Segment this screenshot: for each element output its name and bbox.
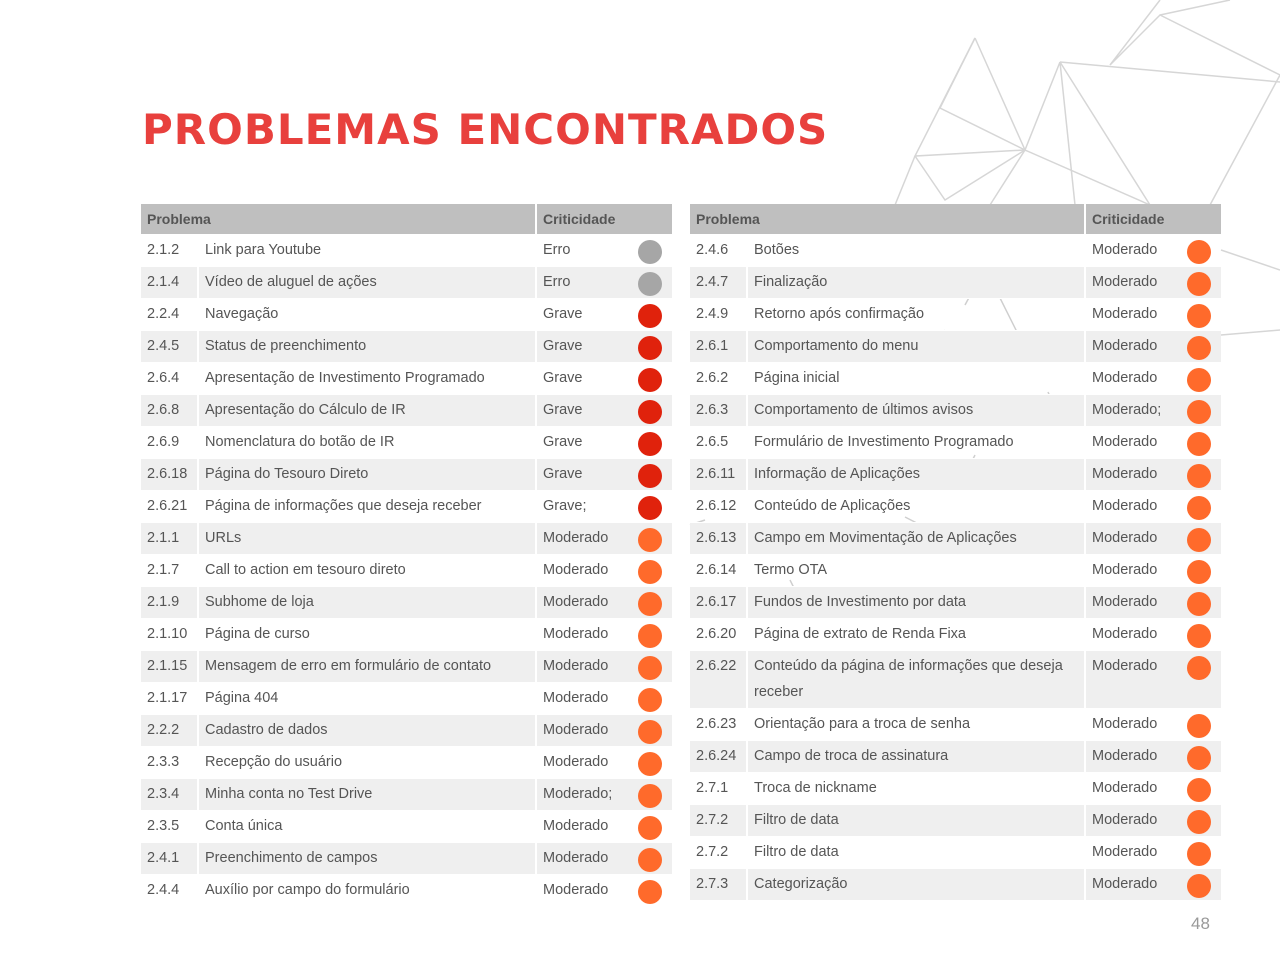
criticality-cell xyxy=(1086,298,1221,330)
problem-name: Informação de Aplicações xyxy=(748,458,1086,490)
problem-code: 2.3.4 xyxy=(141,778,199,810)
criticality-dot-icon xyxy=(1187,746,1211,770)
problem-code: 2.3.5 xyxy=(141,810,199,842)
table-row xyxy=(690,740,1221,772)
criticality-dot-icon xyxy=(638,400,662,424)
problem-name: Campo em Movimentação de Aplicações xyxy=(748,522,1086,554)
table-row xyxy=(141,810,672,842)
problem-code: 2.1.10 xyxy=(141,618,199,650)
criticality-dot-icon xyxy=(1187,528,1211,552)
criticality-label: Moderado xyxy=(543,754,609,770)
problem-name: Orientação para a troca de senha xyxy=(748,708,1086,740)
criticality-label: Grave xyxy=(543,402,583,418)
criticality-cell xyxy=(1086,426,1221,458)
problem-code: 2.7.3 xyxy=(690,868,748,900)
problem-code: 2.6.21 xyxy=(141,490,199,522)
table-row xyxy=(141,426,672,458)
problem-name: Fundos de Investimento por data xyxy=(748,586,1086,618)
problem-name: Conteúdo da página de informações que deseja receber xyxy=(748,650,1086,708)
criticality-dot-icon xyxy=(1187,714,1211,738)
table-row xyxy=(690,836,1221,868)
criticality-label: Moderado xyxy=(1092,434,1158,450)
criticality-label: Erro xyxy=(543,242,571,258)
criticality-cell xyxy=(537,394,672,426)
problem-name: Finalização xyxy=(748,266,1086,298)
problem-name: Página do Tesouro Direto xyxy=(199,458,537,490)
problem-name: Comportamento de últimos avisos xyxy=(748,394,1086,426)
table-row xyxy=(141,458,672,490)
criticality-dot-icon xyxy=(638,624,662,648)
problem-code: 2.4.5 xyxy=(141,330,199,362)
problem-code: 2.1.4 xyxy=(141,266,199,298)
problem-code: 2.1.9 xyxy=(141,586,199,618)
table-row xyxy=(141,586,672,618)
criticality-dot-icon xyxy=(638,752,662,776)
criticality-label: Moderado xyxy=(543,562,609,578)
table-row xyxy=(141,330,672,362)
criticality-dot-icon xyxy=(1187,810,1211,834)
header-problem: Problema xyxy=(690,204,1086,234)
table-row xyxy=(141,650,672,682)
table-row xyxy=(690,234,1221,266)
criticality-dot-icon xyxy=(638,784,662,808)
criticality-dot-icon xyxy=(1187,656,1211,680)
criticality-cell xyxy=(537,490,672,522)
criticality-label: Moderado xyxy=(543,594,609,610)
table-row xyxy=(690,458,1221,490)
table-row xyxy=(690,586,1221,618)
criticality-cell xyxy=(1086,554,1221,586)
problem-name: Termo OTA xyxy=(748,554,1086,586)
criticality-label: Moderado; xyxy=(543,786,613,802)
criticality-cell xyxy=(537,746,672,778)
problem-name: Página de informações que deseja receber xyxy=(199,490,537,522)
criticality-dot-icon xyxy=(638,688,662,712)
problem-name: Filtro de data xyxy=(748,804,1086,836)
criticality-label: Moderado xyxy=(543,626,609,642)
criticality-label: Moderado xyxy=(543,882,609,898)
problem-code: 2.1.7 xyxy=(141,554,199,586)
table-row xyxy=(141,618,672,650)
table-header-row xyxy=(690,204,1221,234)
criticality-label: Moderado xyxy=(1092,306,1158,322)
criticality-label: Moderado xyxy=(543,530,609,546)
criticality-label: Moderado xyxy=(1092,498,1158,514)
criticality-cell xyxy=(537,842,672,874)
problem-name: Preenchimento de campos xyxy=(199,842,537,874)
criticality-dot-icon xyxy=(1187,240,1211,264)
problem-code: 2.4.6 xyxy=(690,234,748,266)
problem-name: Mensagem de erro em formulário de contato xyxy=(199,650,537,682)
criticality-dot-icon xyxy=(1187,496,1211,520)
criticality-dot-icon xyxy=(638,368,662,392)
problem-name: Troca de nickname xyxy=(748,772,1086,804)
criticality-label: Moderado xyxy=(1092,626,1158,642)
problem-code: 2.6.23 xyxy=(690,708,748,740)
problem-code: 2.6.1 xyxy=(690,330,748,362)
table-row xyxy=(141,394,672,426)
criticality-label: Moderado xyxy=(1092,844,1158,860)
problem-name: Auxílio por campo do formulário xyxy=(199,874,537,906)
criticality-cell xyxy=(1086,740,1221,772)
criticality-dot-icon xyxy=(1187,560,1211,584)
criticality-label: Moderado xyxy=(1092,466,1158,482)
problem-code: 2.7.2 xyxy=(690,804,748,836)
table-row xyxy=(141,842,672,874)
table-row xyxy=(690,868,1221,900)
criticality-label: Moderado xyxy=(1092,812,1158,828)
criticality-label: Grave xyxy=(543,434,583,450)
problem-name: Apresentação do Cálculo de IR xyxy=(199,394,537,426)
criticality-cell xyxy=(1086,650,1221,708)
problem-code: 2.6.24 xyxy=(690,740,748,772)
criticality-cell xyxy=(1086,804,1221,836)
problem-name: Apresentação de Investimento Programado xyxy=(199,362,537,394)
problem-code: 2.6.14 xyxy=(690,554,748,586)
table-row xyxy=(141,362,672,394)
criticality-dot-icon xyxy=(638,432,662,456)
table-row xyxy=(141,554,672,586)
page-title: PROBLEMAS ENCONTRADOS xyxy=(142,105,829,154)
table-row xyxy=(690,618,1221,650)
problem-code: 2.3.3 xyxy=(141,746,199,778)
criticality-label: Moderado xyxy=(1092,594,1158,610)
criticality-cell xyxy=(1086,234,1221,266)
problem-name: Comportamento do menu xyxy=(748,330,1086,362)
criticality-cell xyxy=(537,266,672,298)
criticality-label: Moderado xyxy=(1092,370,1158,386)
criticality-dot-icon xyxy=(1187,272,1211,296)
header-criticality: Criticidade xyxy=(1086,204,1221,234)
problem-name: Página 404 xyxy=(199,682,537,714)
table-row xyxy=(690,554,1221,586)
criticality-cell xyxy=(537,714,672,746)
criticality-label: Moderado xyxy=(1092,748,1158,764)
criticality-label: Moderado xyxy=(1092,242,1158,258)
criticality-label: Erro xyxy=(543,274,571,290)
criticality-dot-icon xyxy=(638,656,662,680)
criticality-cell xyxy=(537,362,672,394)
criticality-label: Grave xyxy=(543,306,583,322)
criticality-label: Grave xyxy=(543,370,583,386)
criticality-dot-icon xyxy=(1187,624,1211,648)
table-row xyxy=(690,330,1221,362)
problem-code: 2.6.9 xyxy=(141,426,199,458)
problem-code: 2.6.22 xyxy=(690,650,748,708)
criticality-label: Moderado xyxy=(543,658,609,674)
problem-code: 2.6.5 xyxy=(690,426,748,458)
problem-code: 2.6.13 xyxy=(690,522,748,554)
table-row xyxy=(141,778,672,810)
problem-code: 2.6.2 xyxy=(690,362,748,394)
problem-code: 2.7.2 xyxy=(690,836,748,868)
criticality-cell xyxy=(537,522,672,554)
criticality-label: Moderado xyxy=(1092,274,1158,290)
criticality-cell xyxy=(1086,458,1221,490)
criticality-cell xyxy=(1086,266,1221,298)
table-row xyxy=(690,650,1221,708)
problem-code: 2.6.17 xyxy=(690,586,748,618)
criticality-dot-icon xyxy=(638,880,662,904)
criticality-dot-icon xyxy=(638,560,662,584)
problem-code: 2.1.15 xyxy=(141,650,199,682)
table-row xyxy=(141,298,672,330)
problem-code: 2.6.11 xyxy=(690,458,748,490)
table-row xyxy=(690,426,1221,458)
problems-table-right xyxy=(690,204,1221,900)
table-row xyxy=(141,746,672,778)
table-row xyxy=(141,682,672,714)
criticality-dot-icon xyxy=(1187,778,1211,802)
table-row xyxy=(690,708,1221,740)
header-problem: Problema xyxy=(141,204,537,234)
problem-code: 2.2.2 xyxy=(141,714,199,746)
problem-code: 2.7.1 xyxy=(690,772,748,804)
problem-name: URLs xyxy=(199,522,537,554)
criticality-dot-icon xyxy=(638,304,662,328)
criticality-dot-icon xyxy=(638,816,662,840)
criticality-cell xyxy=(1086,362,1221,394)
problem-name: Subhome de loja xyxy=(199,586,537,618)
problem-code: 2.4.4 xyxy=(141,874,199,906)
criticality-label: Grave xyxy=(543,338,583,354)
table-row xyxy=(141,714,672,746)
problem-code: 2.6.4 xyxy=(141,362,199,394)
criticality-cell xyxy=(537,554,672,586)
criticality-dot-icon xyxy=(638,272,662,296)
problem-code: 2.6.20 xyxy=(690,618,748,650)
criticality-dot-icon xyxy=(1187,368,1211,392)
table-row xyxy=(690,772,1221,804)
problem-name: Página de curso xyxy=(199,618,537,650)
problem-code: 2.4.9 xyxy=(690,298,748,330)
criticality-dot-icon xyxy=(638,240,662,264)
criticality-cell xyxy=(1086,772,1221,804)
problem-name: Recepção do usuário xyxy=(199,746,537,778)
criticality-dot-icon xyxy=(1187,304,1211,328)
problem-name: Formulário de Investimento Programado xyxy=(748,426,1086,458)
criticality-cell xyxy=(1086,868,1221,900)
criticality-cell xyxy=(537,682,672,714)
criticality-cell xyxy=(1086,522,1221,554)
problem-name: Botões xyxy=(748,234,1086,266)
problem-name: Conta única xyxy=(199,810,537,842)
table-row xyxy=(141,490,672,522)
criticality-dot-icon xyxy=(638,496,662,520)
criticality-dot-icon xyxy=(638,720,662,744)
criticality-cell xyxy=(537,618,672,650)
criticality-cell xyxy=(537,778,672,810)
criticality-cell xyxy=(537,426,672,458)
table-row xyxy=(141,522,672,554)
problem-name: Status de preenchimento xyxy=(199,330,537,362)
problem-code: 2.1.2 xyxy=(141,234,199,266)
criticality-cell xyxy=(537,330,672,362)
table-row xyxy=(690,362,1221,394)
problem-name: Minha conta no Test Drive xyxy=(199,778,537,810)
criticality-cell xyxy=(537,298,672,330)
criticality-label: Moderado; xyxy=(1092,402,1162,418)
criticality-label: Moderado xyxy=(1092,658,1158,674)
problem-name: Link para Youtube xyxy=(199,234,537,266)
problem-code: 2.1.17 xyxy=(141,682,199,714)
criticality-cell xyxy=(1086,708,1221,740)
criticality-dot-icon xyxy=(638,848,662,872)
table-row xyxy=(690,804,1221,836)
criticality-cell xyxy=(1086,836,1221,868)
problem-name: Navegação xyxy=(199,298,537,330)
problem-name: Página inicial xyxy=(748,362,1086,394)
criticality-dot-icon xyxy=(1187,874,1211,898)
problem-code: 2.4.7 xyxy=(690,266,748,298)
criticality-cell xyxy=(537,810,672,842)
table-row xyxy=(141,266,672,298)
problem-name: Campo de troca de assinatura xyxy=(748,740,1086,772)
criticality-dot-icon xyxy=(1187,336,1211,360)
problem-code: 2.6.18 xyxy=(141,458,199,490)
criticality-label: Moderado xyxy=(1092,716,1158,732)
criticality-dot-icon xyxy=(638,464,662,488)
criticality-cell xyxy=(1086,394,1221,426)
criticality-dot-icon xyxy=(638,336,662,360)
criticality-label: Moderado xyxy=(1092,780,1158,796)
criticality-label: Moderado xyxy=(543,722,609,738)
table-row xyxy=(141,234,672,266)
problem-name: Retorno após confirmação xyxy=(748,298,1086,330)
problem-name: Call to action em tesouro direto xyxy=(199,554,537,586)
page-number: 48 xyxy=(1191,914,1210,933)
problem-name: Filtro de data xyxy=(748,836,1086,868)
criticality-dot-icon xyxy=(1187,400,1211,424)
criticality-dot-icon xyxy=(1187,592,1211,616)
problems-table-left xyxy=(141,204,672,906)
criticality-cell xyxy=(537,234,672,266)
criticality-dot-icon xyxy=(1187,432,1211,456)
criticality-label: Moderado xyxy=(1092,876,1158,892)
criticality-cell xyxy=(1086,490,1221,522)
criticality-label: Moderado xyxy=(1092,338,1158,354)
table-row xyxy=(141,874,672,906)
criticality-label: Moderado xyxy=(543,850,609,866)
criticality-label: Grave xyxy=(543,466,583,482)
table-row xyxy=(690,490,1221,522)
problem-code: 2.2.4 xyxy=(141,298,199,330)
criticality-cell xyxy=(537,874,672,906)
problem-name: Conteúdo de Aplicações xyxy=(748,490,1086,522)
criticality-dot-icon xyxy=(638,528,662,552)
criticality-label: Moderado xyxy=(543,818,609,834)
criticality-dot-icon xyxy=(1187,842,1211,866)
problem-name: Página de extrato de Renda Fixa xyxy=(748,618,1086,650)
criticality-label: Moderado xyxy=(1092,530,1158,546)
header-criticality: Criticidade xyxy=(537,204,672,234)
problem-code: 2.1.1 xyxy=(141,522,199,554)
criticality-label: Grave; xyxy=(543,498,587,514)
criticality-cell xyxy=(537,458,672,490)
problem-code: 2.6.12 xyxy=(690,490,748,522)
criticality-dot-icon xyxy=(1187,464,1211,488)
criticality-label: Moderado xyxy=(1092,562,1158,578)
table-header-row xyxy=(141,204,672,234)
criticality-cell xyxy=(1086,586,1221,618)
table-row xyxy=(690,394,1221,426)
criticality-cell xyxy=(1086,618,1221,650)
problem-name: Vídeo de aluguel de ações xyxy=(199,266,537,298)
problem-name: Cadastro de dados xyxy=(199,714,537,746)
table-row xyxy=(690,266,1221,298)
criticality-cell xyxy=(537,586,672,618)
table-row xyxy=(690,298,1221,330)
criticality-label: Moderado xyxy=(543,690,609,706)
problem-name: Nomenclatura do botão de IR xyxy=(199,426,537,458)
problem-code: 2.6.8 xyxy=(141,394,199,426)
table-row xyxy=(690,522,1221,554)
criticality-dot-icon xyxy=(638,592,662,616)
criticality-cell xyxy=(537,650,672,682)
problem-code: 2.6.3 xyxy=(690,394,748,426)
criticality-cell xyxy=(1086,330,1221,362)
problem-code: 2.4.1 xyxy=(141,842,199,874)
problem-name: Categorização xyxy=(748,868,1086,900)
